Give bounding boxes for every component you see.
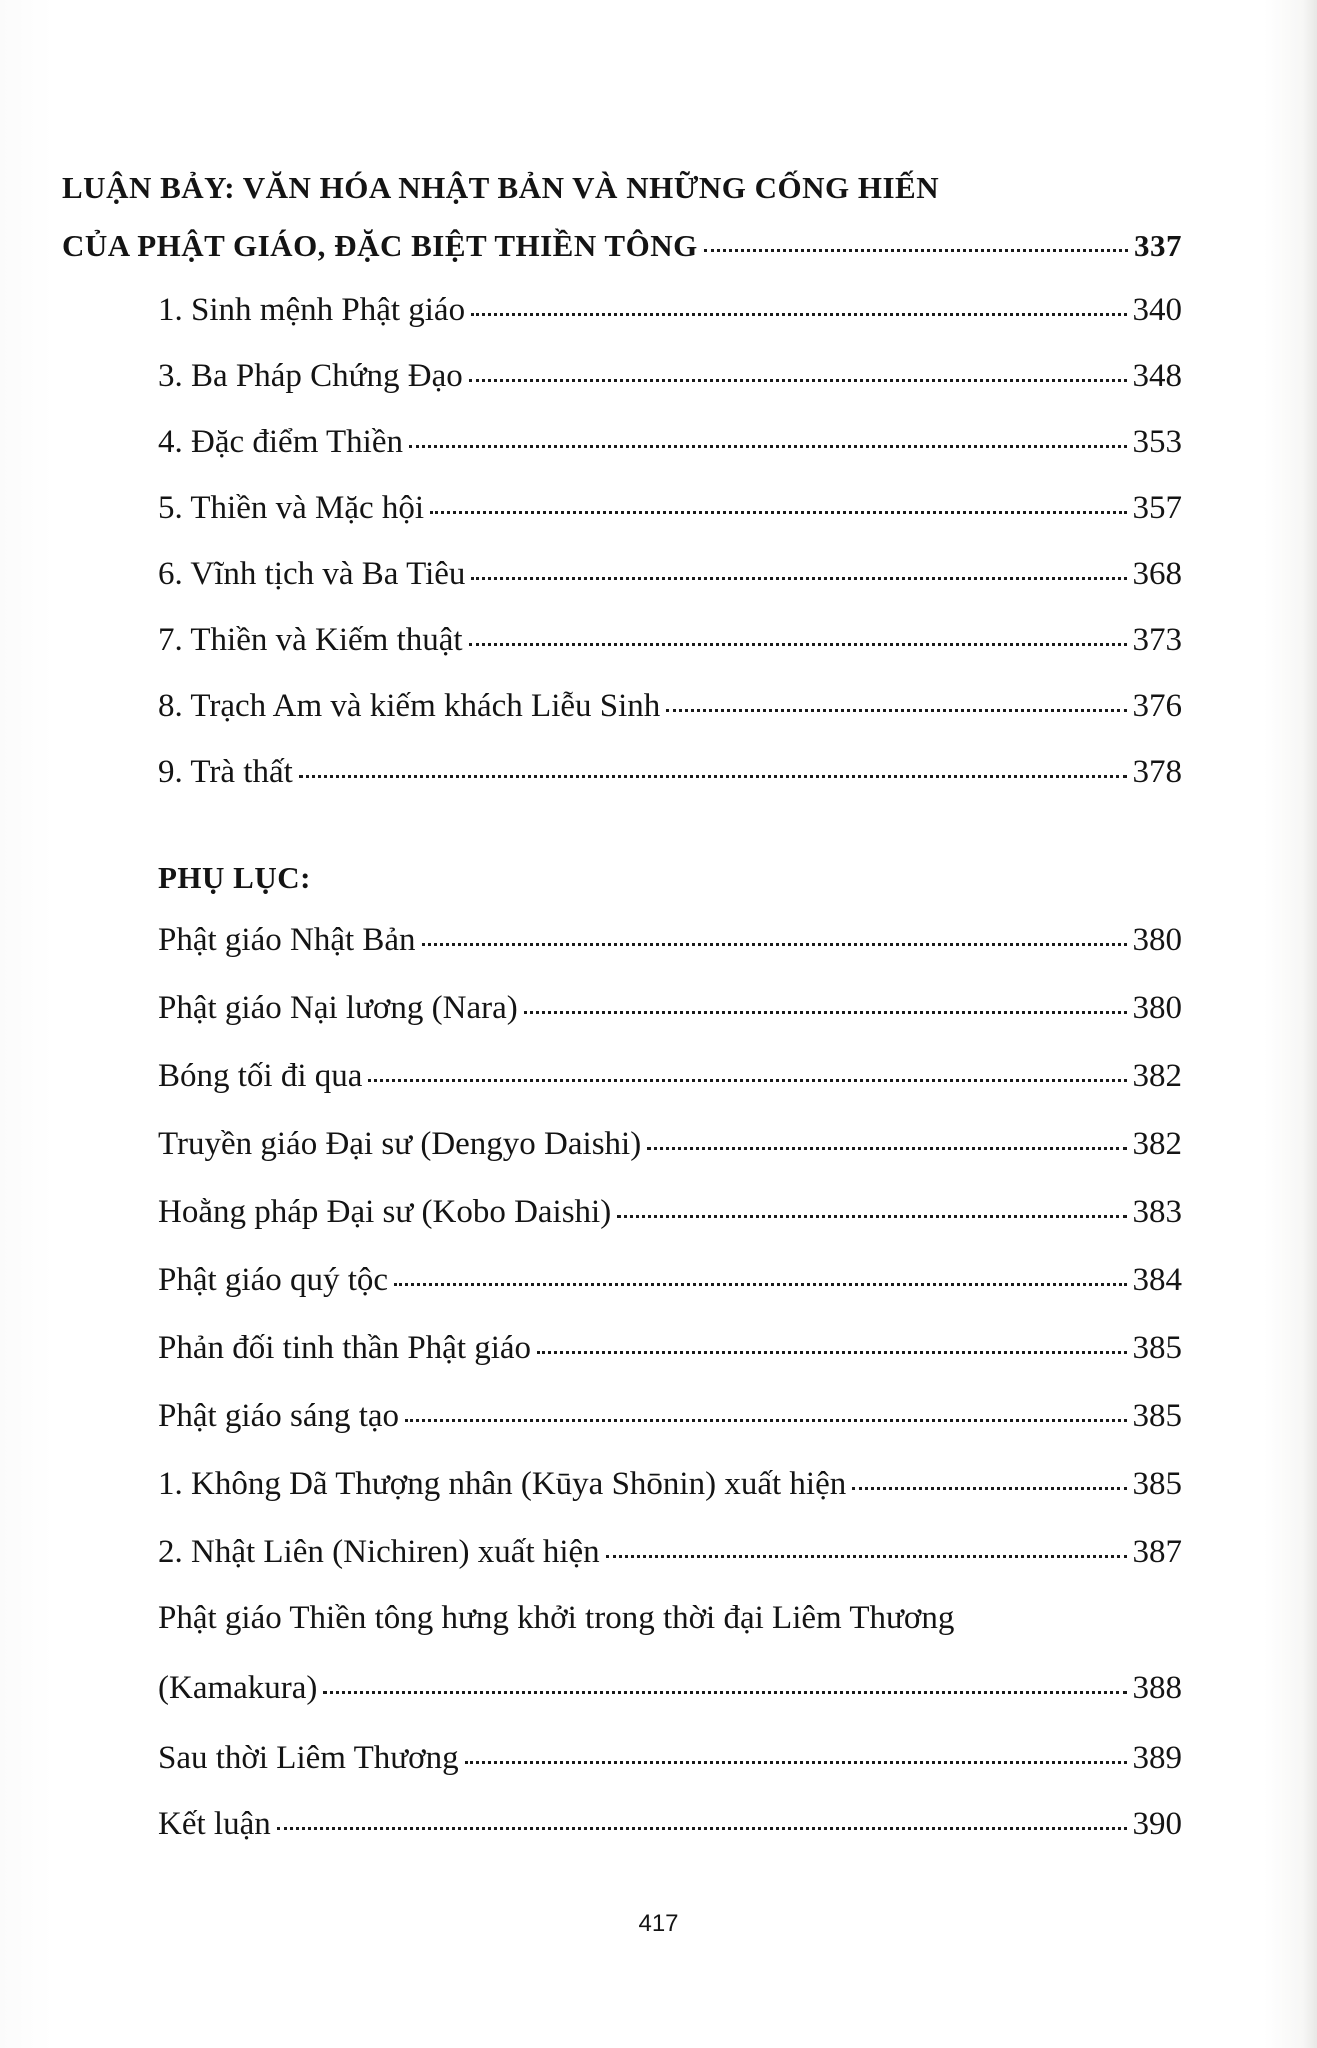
toc-entry-wrapped-line1[interactable]: Phật giáo Thiền tông hưng khởi trong thời đại Liêm Thương: [158, 1600, 955, 1636]
dot-leader: [465, 1753, 1127, 1764]
toc-page-number: 382: [1132, 1058, 1182, 1094]
toc-entry-label: 1. Không Dã Thượng nhân (Kūya Shōnin) xuất hiện: [158, 1466, 847, 1502]
toc-entry-label: 6. Vĩnh tịch và Ba Tiêu: [158, 556, 466, 592]
dot-leader: [368, 1071, 1126, 1082]
toc-page-number: 390: [1132, 1806, 1182, 1842]
toc-entry-label: Bóng tối đi qua: [158, 1058, 363, 1094]
toc-entry-label: Phật giáo Nhật Bản: [158, 922, 416, 958]
toc-entry-label: Hoằng pháp Đại sư (Kobo Daishi): [158, 1194, 612, 1230]
dot-leader: [409, 437, 1127, 448]
toc-page-number: 380: [1132, 922, 1182, 958]
toc-page-number: 380: [1132, 990, 1182, 1026]
chapter-title-line1: LUẬN BẢY: VĂN HÓA NHẬT BẢN VÀ NHỮNG CỐNG HIẾN: [62, 170, 940, 205]
toc-entry-label: 8. Trạch Am và kiếm khách Liễu Sinh: [158, 688, 661, 724]
dot-leader: [704, 241, 1128, 252]
toc-entry-label: 5. Thiền và Mặc hội: [158, 490, 425, 526]
toc-entry[interactable]: [158, 490, 1182, 527]
toc-entry-label: Truyền giáo Đại sư (Dengyo Daishi): [158, 1126, 642, 1162]
toc-entry[interactable]: [158, 1330, 1182, 1367]
dot-leader: [430, 503, 1126, 514]
toc-entry-label: 2. Nhật Liên (Nichiren) xuất hiện: [158, 1534, 600, 1570]
toc-entry[interactable]: [158, 1534, 1182, 1571]
dot-leader: [323, 1683, 1126, 1694]
dot-leader: [537, 1343, 1126, 1354]
toc-page-number: 385: [1132, 1398, 1182, 1434]
toc-entry-label: Phật giáo sáng tạo: [158, 1398, 400, 1434]
chapter-title-line2: CỦA PHẬT GIÁO, ĐẶC BIỆT THIỀN TÔNG: [62, 228, 698, 263]
dot-leader: [394, 1275, 1126, 1286]
toc-entry[interactable]: [158, 1126, 1182, 1163]
toc-entry[interactable]: [158, 1398, 1182, 1435]
toc-entry[interactable]: [158, 1466, 1182, 1503]
toc-entry-label: 3. Ba Pháp Chứng Đạo: [158, 358, 463, 394]
toc-entry[interactable]: [158, 424, 1182, 461]
dot-leader: [606, 1547, 1127, 1558]
toc-entry[interactable]: [158, 622, 1182, 659]
dot-leader: [299, 767, 1127, 778]
toc-page-number: 385: [1132, 1330, 1182, 1366]
dot-leader: [852, 1479, 1126, 1490]
dot-leader: [524, 1003, 1127, 1014]
dot-leader: [647, 1139, 1126, 1150]
dot-leader: [277, 1819, 1127, 1830]
toc-page-number: 353: [1132, 424, 1182, 460]
page-number: 417: [638, 1910, 679, 1937]
dot-leader: [666, 701, 1126, 712]
toc-entry[interactable]: [158, 990, 1182, 1027]
toc-entry[interactable]: [158, 292, 1182, 329]
toc-page-number: 340: [1132, 292, 1182, 328]
toc-entry-label: Kết luận: [158, 1806, 271, 1842]
toc-entry[interactable]: [158, 358, 1182, 395]
toc-page-number: 389: [1132, 1740, 1182, 1776]
toc-entry[interactable]: [158, 1740, 1182, 1777]
toc-entry-label: 9. Trà thất: [158, 754, 293, 790]
dot-leader: [471, 569, 1126, 580]
toc-page-number: 376: [1132, 688, 1182, 724]
toc-page-number: 368: [1132, 556, 1182, 592]
toc-entry-label: Phản đối tinh thần Phật giáo: [158, 1330, 532, 1366]
toc-entry[interactable]: [158, 1194, 1182, 1231]
toc-page-number: 373: [1132, 622, 1182, 658]
toc-page-number: 385: [1132, 1466, 1182, 1502]
toc-page-number: 388: [1132, 1670, 1182, 1706]
toc-entry-label: Sau thời Liêm Thương: [158, 1740, 459, 1776]
toc-page-number: 378: [1132, 754, 1182, 790]
dot-leader: [405, 1411, 1126, 1422]
toc-page-number: 387: [1132, 1534, 1182, 1570]
dot-leader: [617, 1207, 1126, 1218]
toc-entry-label: Phật giáo quý tộc: [158, 1262, 389, 1298]
toc-page-number: 348: [1132, 358, 1182, 394]
toc-entry[interactable]: [158, 556, 1182, 593]
toc-entry[interactable]: [158, 1058, 1182, 1095]
toc-entry-label: 7. Thiền và Kiếm thuật: [158, 622, 463, 658]
toc-entry[interactable]: [158, 688, 1182, 725]
toc-page-number: 337: [1134, 228, 1182, 263]
toc-entry-label: Phật giáo Nại lương (Nara): [158, 990, 518, 1026]
toc-page-number: 384: [1132, 1262, 1182, 1298]
toc-entry-label: 4. Đặc điểm Thiền: [158, 424, 403, 460]
toc-entry-label: 1. Sinh mệnh Phật giáo: [158, 292, 466, 328]
toc-page-number: 382: [1132, 1126, 1182, 1162]
toc-entry[interactable]: [158, 922, 1182, 959]
dot-leader: [422, 935, 1127, 946]
page-edge-shadow: [1303, 0, 1317, 2048]
dot-leader: [469, 371, 1127, 382]
toc-entry[interactable]: [158, 754, 1182, 791]
toc-entry[interactable]: [158, 1670, 1182, 1707]
appendix-heading: PHỤ LỤC:: [158, 860, 311, 895]
toc-entry[interactable]: [158, 1806, 1182, 1843]
toc-page-number: 383: [1132, 1194, 1182, 1230]
toc-chapter-entry[interactable]: [62, 228, 1182, 264]
dot-leader: [471, 305, 1126, 316]
toc-entry-label: (Kamakura): [158, 1670, 318, 1706]
toc-entry[interactable]: [158, 1262, 1182, 1299]
dot-leader: [469, 635, 1127, 646]
toc-page-number: 357: [1132, 490, 1182, 526]
